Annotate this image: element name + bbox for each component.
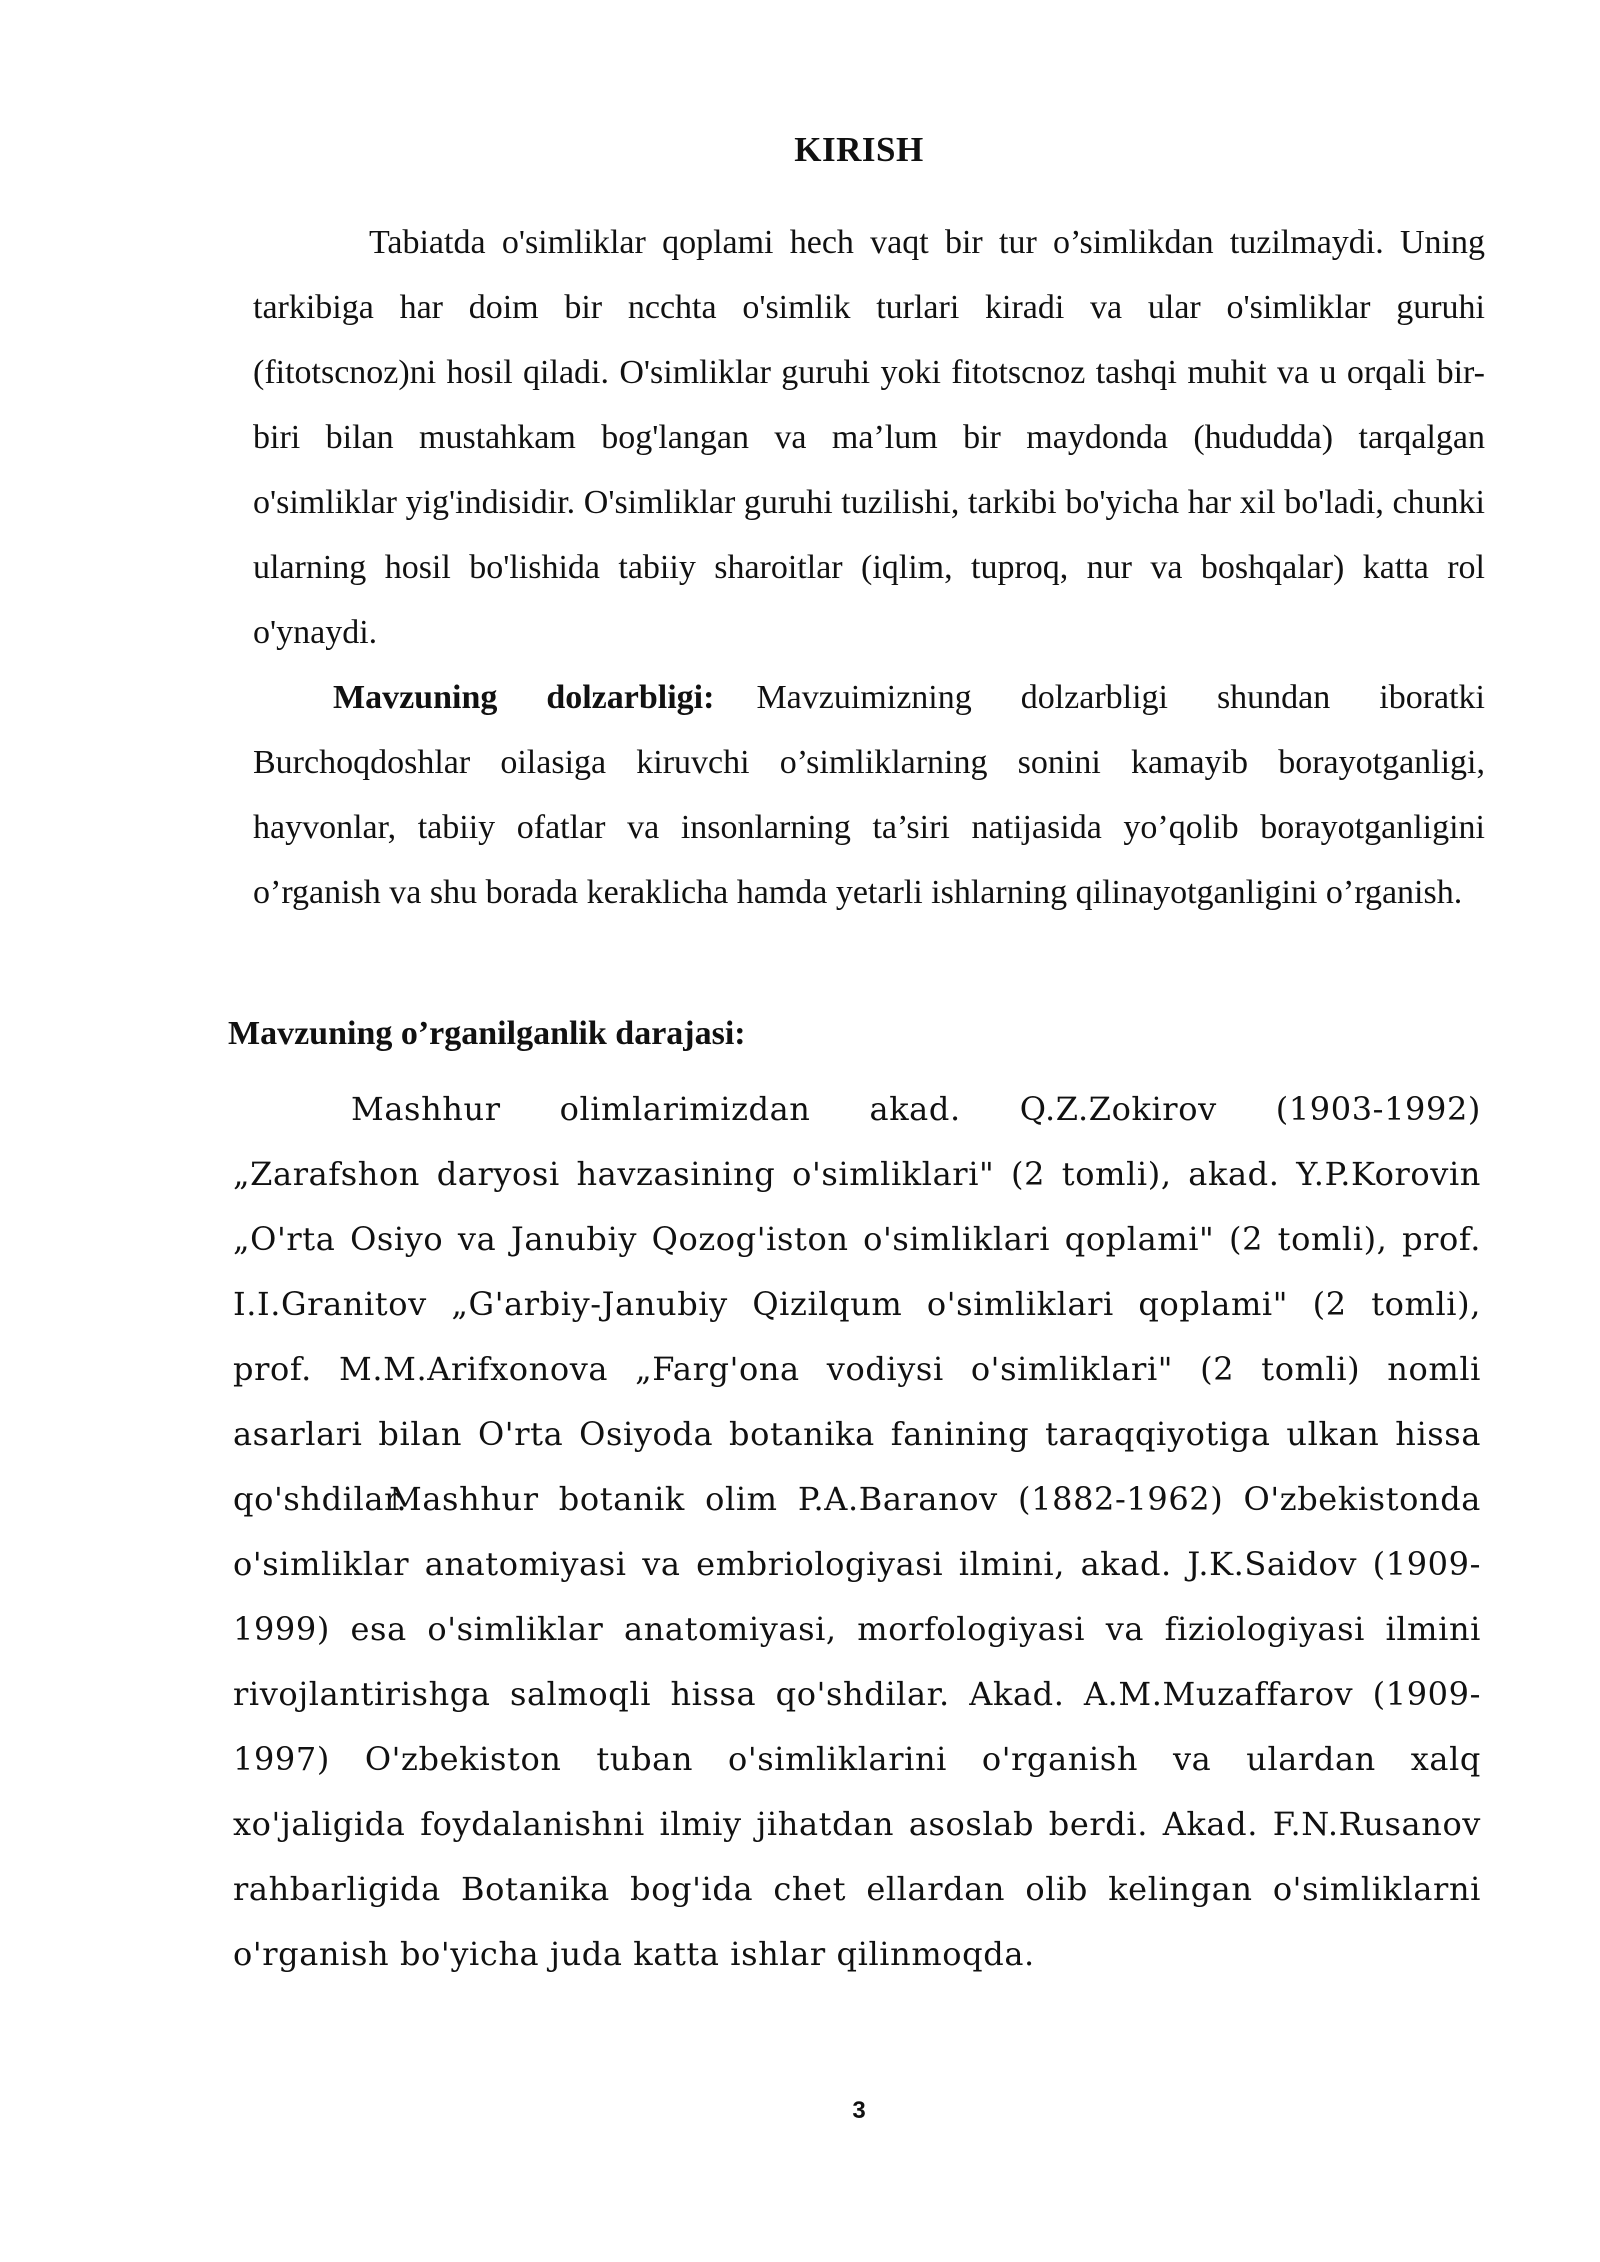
intro-paragraph: Tabiatda o'simliklar qoplami hech vaqt bir tur o’simlikdan tuzilmaydi. Uning tarkibiga har doim bir ncchta o'simlik turlari kiradi va ular o'simliklar guruhi (fitotscnoz)ni hosil qiladi. O'simliklar guruhi yoki fitotscnoz tashqi muhit va u orqali bir-biri bilan mustahkam bog'langan va ma’lum bir maydonda (hududda) tarqalgan o'simliklar yig'indisidir. O'simliklar guruhi tuzilishi, tarkibi bo'yicha har xil bo'ladi, chunki ularning hosil bo'lishida tabiiy sharoitlar (iqlim, tuproq, nur va boshqalar) katta rol o'ynaydi. (253, 224, 1485, 651)
relevance-label: Mavzuning dolzarbligi: (333, 679, 715, 716)
study-heading: Mavzuning o’rganilganlik darajasi: (228, 1015, 746, 1052)
page-number: 3 (852, 2097, 866, 2124)
relevance-text: Mavzuimizning dolzarbligi shundan iboratki Burchoqdoshlar oilasiga kiruvchi o’simliklarning sonini kamayib borayotganligi, hayvonlar, tabiiy ofatlar va insonlarning ta’siri natijasida yo’qolib borayotganligini o’rganish va shu borada keraklicha hamda yetarli ishlarning qilinayotganligini o’rganish. (253, 679, 1485, 911)
study-paragraph-2: Mashhur botanik olim P.A.Baranov (1882-1962) O'zbekistonda o'simliklar anatomiyasi va embriologiyasi ilmini, akad. J.K.Saidov (1909-1999) esa o'simliklar anatomiyasi, morfologiyasi va fiziologiyasi ilmini rivojlantirishga salmoqli hissa qo'shdilar. Akad. A.M.Muzaffarov (1909-1997) O'zbekiston tuban o'simliklarini o'rganish va ulardan xalq xo'jaligida foydalanishni ilmiy jihatdan asoslab berdi. Akad. F.N.Rusanov rahbarligida Botanika bog'ida chet ellardan olib kelingan o'simliklarni o'rganish bo'yicha juda katta ishlar qilinmoqda. (233, 1480, 1481, 1973)
page-title: KIRISH (794, 130, 924, 169)
study-paragraph-1: Mashhur olimlarimizdan akad. Q.Z.Zokirov (1903-1992) „Zarafshon daryosi havzasining o'simliklari" (2 tomli), akad. Y.P.Korovin „O'rta Osiyo va Janubiy Qozog'iston o'simliklari qoplami" (2 tomli), prof. I.I.Granitov „G'arbiy-Janubiy Qizilqum o'simliklari qoplami" (2 tomli), prof. M.M.Arifxonova „Farg'ona vodiysi o'simliklari" (2 tomli) nomli asarlari bilan O'rta Osiyoda botanika fanining taraqqiyotiga ulkan hissa qo'shdilar. (233, 1090, 1481, 1518)
relevance-paragraph (253, 665, 1485, 925)
